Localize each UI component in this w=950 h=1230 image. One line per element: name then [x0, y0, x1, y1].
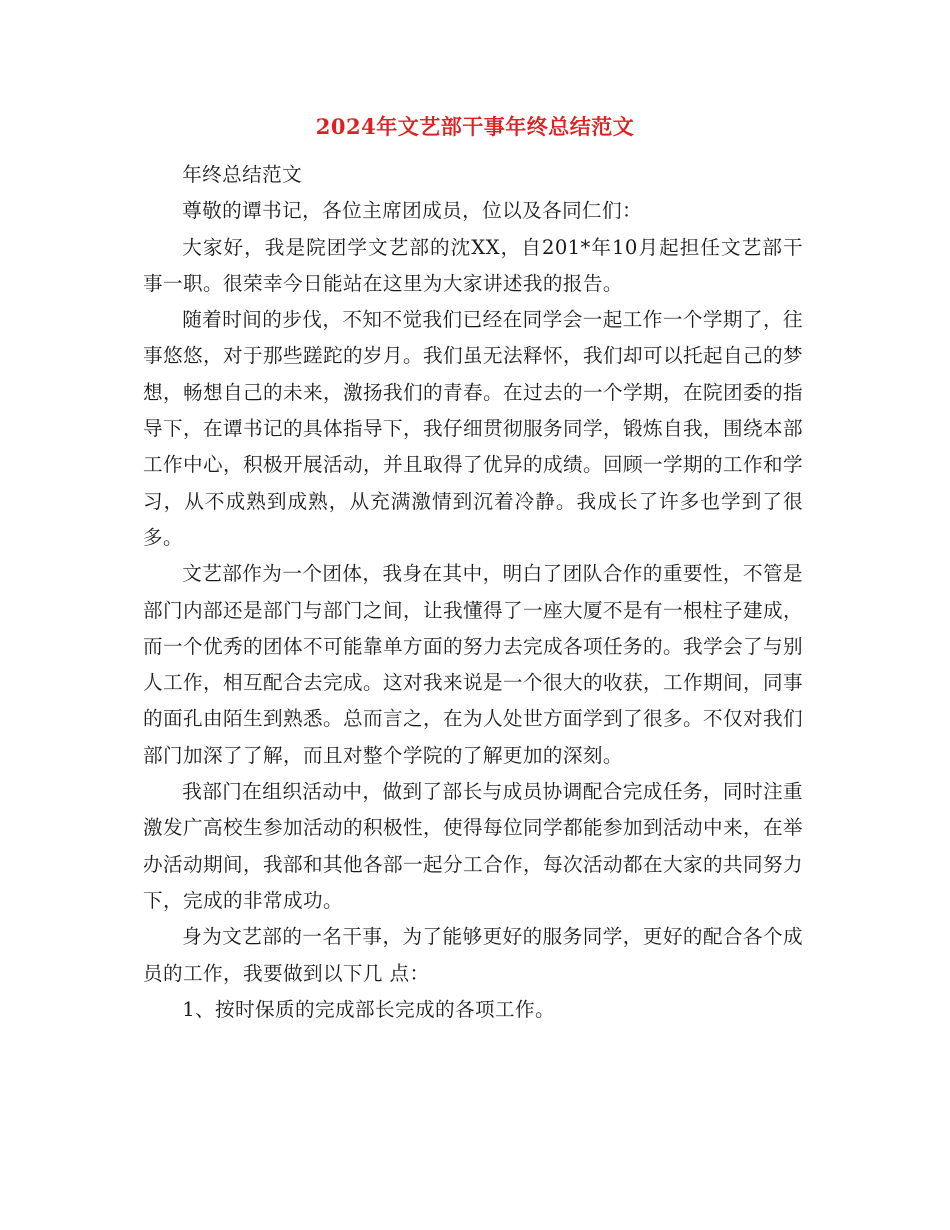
paragraph-introduction: 大家好，我是院团学文艺部的沈XX，自201*年10月起担任文艺部干事一职。很荣幸今日能站在这里为大家讲述我的报告。	[143, 235, 803, 295]
paragraph-commitments: 身为文艺部的一名干事，为了能够更好的服务同学，更好的配合各个成员的工作，我要做到以下几 点：	[143, 925, 803, 985]
paragraph-subtitle: 年终总结范文	[182, 163, 303, 186]
paragraph-salutation: 尊敬的谭书记，各位主席团成员，位以及各同仁们：	[182, 199, 643, 223]
paragraph-teamwork: 文艺部作为一个团体，我身在其中，明白了团队合作的重要性，不管是部门内部还是部门与部门之间，让我懂得了一座大厦不是有一根柱子建成，而一个优秀的团体不可能靠单方面的努力去完成各项任务的。我学会了与别人工作，相互配合去完成。这对我来说是一个很大的收获，工作期间，同事的面孔由陌生到熟悉。总而言之，在为人处世方面学到了很多。不仅对我们部门加深了了解，而且对整个学院的了解更加的深刻。	[143, 562, 803, 767]
document-body	[143, 157, 803, 1028]
paragraph-semester-review: 随着时间的步伐，不知不觉我们已经在同学会一起工作一个学期了，往事悠悠，对于那些蹉跎的岁月。我们虽无法释怀，我们却可以托起自己的梦想，畅想自己的未来，激扬我们的青春。在过去的一个学期，在院团委的指导下，在谭书记的具体指导下，我仔细贯彻服务同学，锻炼自我，围绕本部工作中心，积极开展活动，并且取得了优异的成绩。回顾一学期的工作和学习，从不成熟到成熟，从充满激情到沉着冷静。我成长了许多也学到了很多。	[143, 308, 803, 549]
paragraph-item-1: 1、按时保质的完成部长完成的各项工作。	[182, 997, 555, 1021]
paragraph-activities: 我部门在组织活动中，做到了部长与成员协调配合完成任务，同时注重激发广高校生参加活动的积极性，使得每位同学都能参加到活动中来，在举办活动期间，我部和其他各部一起分工合作，每次活动都在大家的共同努力下，完成的非常成功。	[143, 780, 803, 912]
document-title: 2024年文艺部干事年终总结范文	[315, 114, 635, 139]
